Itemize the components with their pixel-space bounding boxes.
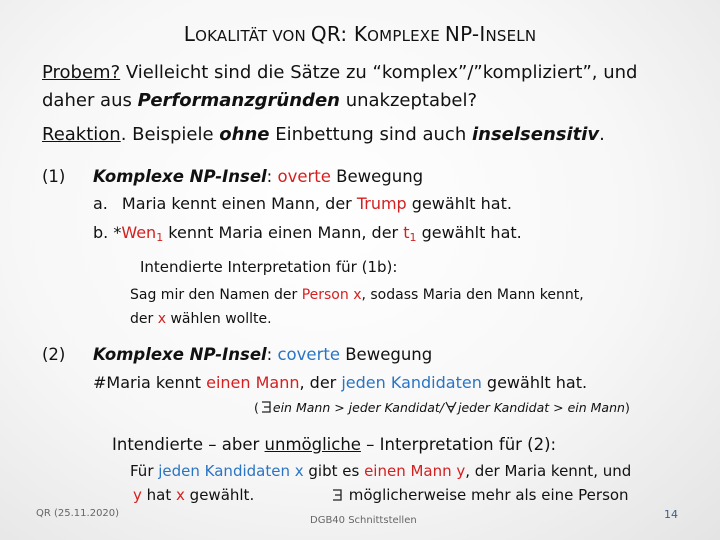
problem-line-2: daher aus Performanzgründen unakzeptabel? [42,90,478,111]
scope-readings: ( ein Mann > jeder Kandidat/ jeder Kandidat > ein Mann) [254,400,630,415]
example-1-heading: Komplexe NP-Insel: overte Bewegung [93,167,424,186]
example-2-number: (2) [42,345,66,364]
example-2-paraphrase-line-1: Für jeden Kandidaten x gibt es einen Mann y, der Maria kennt, und [130,462,632,480]
footer-date: QR (25.11.2020) [36,508,120,519]
forall-icon [444,400,458,414]
exists-icon [330,486,344,500]
exists-icon [259,400,273,414]
example-2-interpretation-label: Intendierte – aber unmögliche – Interpretation für (2): [112,435,557,454]
example-1-number: (1) [42,167,66,186]
reaction-line: Reaktion. Beispiele ohne Einbettung sind auch inselsensitiv. [42,124,605,145]
example-1b: b. *Wen$_1$ kennt Maria einen Mann, der $t_1$ gewählt hat. [93,223,522,244]
slide-title: LOKALITÄT VON QR: KOMPLEXE NP-INSELN [183,22,537,46]
example-1-interpretation-line-1: Sag mir den Namen der Person x, sodass Maria den Mann kennt, [130,287,584,303]
problem-line: Probem? Vielleicht sind die Sätze zu “komplex”/”kompliziert”, und [42,62,638,83]
example-2-sentence: #Maria kennt einen Mann, der jeden Kandidaten gewählt hat. [93,373,588,392]
example-2-paraphrase-line-2: y hat x gewählt. [133,486,255,504]
reaction-label: Reaktion [42,124,121,145]
problem-label: Probem? [42,62,121,83]
example-1-interpretation-label: Intendierte Interpretation für (1b): [140,258,398,276]
example-1-interpretation-line-2: der x wählen wollte. [130,311,272,327]
example-2-paraphrase-note: möglicherweise mehr als eine Person [330,484,629,506]
footer-title: DGB40 Schnittstellen [310,515,417,526]
example-1a: a. Maria kennt einen Mann, der Trump gewählt hat. [93,194,512,213]
page-number: 14 [664,508,678,521]
example-2-heading: Komplexe NP-Insel: coverte Bewegung [93,345,433,364]
